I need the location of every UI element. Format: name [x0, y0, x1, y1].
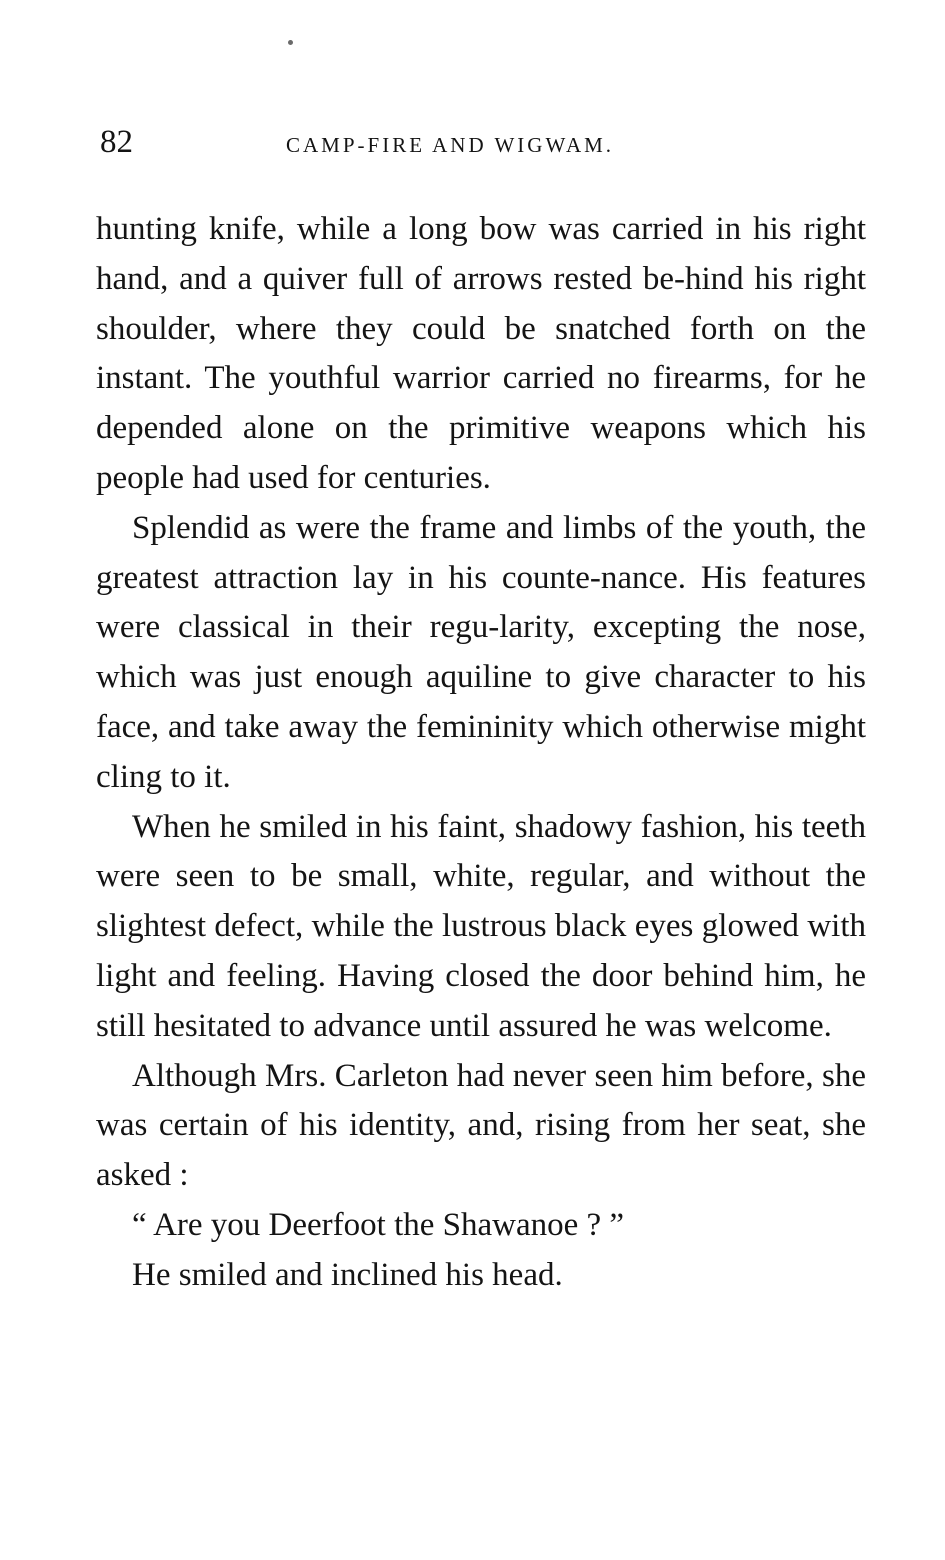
- paragraph-3: When he smiled in his faint, shadowy fashion, his teeth were seen to be small, white, regular, and without the slightest defect, while the lustrous black eyes glowed with light and feeling. Having closed the door behind him, he still hesitated to advance until assured he was welcome.: [96, 808, 866, 1044]
- page-number: 82: [100, 124, 133, 160]
- paragraph-4: Although Mrs. Carleton had never seen him before, she was certain of his identity, and, rising from her seat, she asked :: [96, 1057, 866, 1194]
- running-title: CAMP-FIRE AND WIGWAM.: [286, 133, 615, 157]
- ink-speck: [288, 40, 293, 45]
- body-text: [96, 205, 866, 1301]
- paragraph-1: hunting knife, while a long bow was carried in his right hand, and a quiver full of arrows rested be-hind his right shoulder, where they could be snatched forth on the instant. The youthful warrior carried no firearms, for he depended alone on the primitive weapons which his people had used for centuries.: [96, 211, 866, 496]
- dialogue-question: “ Are you Deerfoot the Shawanoe ? ”: [132, 1206, 625, 1243]
- paragraph-6: He smiled and inclined his head.: [132, 1256, 563, 1293]
- paragraph-2: Splendid as were the frame and limbs of the youth, the greatest attraction lay in his counte-nance. His features were classical in their regu-larity, excepting the nose, which was just enough aquiline to give character to his face, and take away the femininity which otherwise might cling to it.: [96, 509, 866, 795]
